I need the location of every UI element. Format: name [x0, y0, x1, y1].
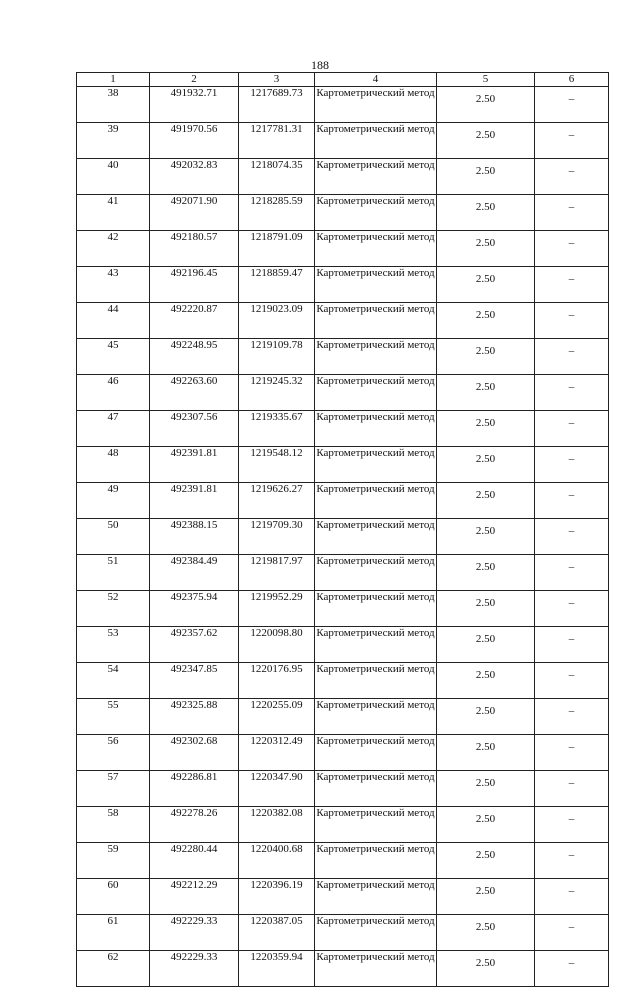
- note-cell: –: [535, 267, 609, 303]
- accuracy-cell: 2.50: [437, 447, 535, 483]
- point-number-cell: 62: [77, 951, 150, 987]
- x-coordinate-cell: 492302.68: [150, 735, 239, 771]
- table-row: [77, 375, 609, 411]
- x-coordinate-cell: 492307.56: [150, 411, 239, 447]
- x-coordinate-cell: 492286.81: [150, 771, 239, 807]
- method-cell: Картометрический метод: [315, 303, 437, 339]
- point-number-cell: 57: [77, 771, 150, 807]
- note-cell: –: [535, 807, 609, 843]
- y-coordinate-cell: 1219245.32: [239, 375, 315, 411]
- table-header: [77, 73, 609, 87]
- note-cell: –: [535, 627, 609, 663]
- header-cell-3: 3: [239, 73, 315, 87]
- table-row: [77, 411, 609, 447]
- point-number-cell: 61: [77, 915, 150, 951]
- table-row: [77, 447, 609, 483]
- accuracy-cell: 2.50: [437, 663, 535, 699]
- x-coordinate-cell: 492375.94: [150, 591, 239, 627]
- y-coordinate-cell: 1218859.47: [239, 267, 315, 303]
- y-coordinate-cell: 1219109.78: [239, 339, 315, 375]
- point-number-cell: 59: [77, 843, 150, 879]
- y-coordinate-cell: 1220312.49: [239, 735, 315, 771]
- accuracy-cell: 2.50: [437, 303, 535, 339]
- point-number-cell: 42: [77, 231, 150, 267]
- point-number-cell: 56: [77, 735, 150, 771]
- method-cell: Картометрический метод: [315, 951, 437, 987]
- method-cell: Картометрический метод: [315, 375, 437, 411]
- point-number-cell: 58: [77, 807, 150, 843]
- method-cell: Картометрический метод: [315, 879, 437, 915]
- method-cell: Картометрический метод: [315, 627, 437, 663]
- y-coordinate-cell: 1219817.97: [239, 555, 315, 591]
- method-cell: Картометрический метод: [315, 807, 437, 843]
- table-row: [77, 699, 609, 735]
- table-row: [77, 915, 609, 951]
- method-cell: Картометрический метод: [315, 87, 437, 123]
- point-number-cell: 45: [77, 339, 150, 375]
- point-number-cell: 54: [77, 663, 150, 699]
- x-coordinate-cell: 492196.45: [150, 267, 239, 303]
- method-cell: Картометрический метод: [315, 843, 437, 879]
- accuracy-cell: 2.50: [437, 339, 535, 375]
- table-row: [77, 843, 609, 879]
- y-coordinate-cell: 1219709.30: [239, 519, 315, 555]
- x-coordinate-cell: 492391.81: [150, 483, 239, 519]
- accuracy-cell: 2.50: [437, 627, 535, 663]
- y-coordinate-cell: 1219023.09: [239, 303, 315, 339]
- note-cell: –: [535, 195, 609, 231]
- point-number-cell: 46: [77, 375, 150, 411]
- y-coordinate-cell: 1218074.35: [239, 159, 315, 195]
- accuracy-cell: 2.50: [437, 879, 535, 915]
- x-coordinate-cell: 492384.49: [150, 555, 239, 591]
- coordinates-table: [76, 72, 609, 987]
- method-cell: Картометрический метод: [315, 231, 437, 267]
- method-cell: Картометрический метод: [315, 159, 437, 195]
- table-row: [77, 303, 609, 339]
- method-cell: Картометрический метод: [315, 555, 437, 591]
- x-coordinate-cell: 492388.15: [150, 519, 239, 555]
- method-cell: Картометрический метод: [315, 483, 437, 519]
- point-number-cell: 43: [77, 267, 150, 303]
- table-row: [77, 195, 609, 231]
- method-cell: Картометрический метод: [315, 447, 437, 483]
- note-cell: –: [535, 771, 609, 807]
- y-coordinate-cell: 1219952.29: [239, 591, 315, 627]
- x-coordinate-cell: 491970.56: [150, 123, 239, 159]
- accuracy-cell: 2.50: [437, 483, 535, 519]
- y-coordinate-cell: 1220176.95: [239, 663, 315, 699]
- accuracy-cell: 2.50: [437, 159, 535, 195]
- note-cell: –: [535, 231, 609, 267]
- table-row: [77, 951, 609, 987]
- table-row: [77, 627, 609, 663]
- table-row: [77, 735, 609, 771]
- note-cell: –: [535, 447, 609, 483]
- note-cell: –: [535, 735, 609, 771]
- method-cell: Картометрический метод: [315, 123, 437, 159]
- note-cell: –: [535, 699, 609, 735]
- note-cell: –: [535, 339, 609, 375]
- x-coordinate-cell: 492278.26: [150, 807, 239, 843]
- method-cell: Картометрический метод: [315, 267, 437, 303]
- method-cell: Картометрический метод: [315, 411, 437, 447]
- x-coordinate-cell: 492229.33: [150, 951, 239, 987]
- page-number: 188: [311, 58, 329, 72]
- note-cell: –: [535, 951, 609, 987]
- header-cell-2: 2: [150, 73, 239, 87]
- method-cell: Картометрический метод: [315, 339, 437, 375]
- y-coordinate-cell: 1219335.67: [239, 411, 315, 447]
- x-coordinate-cell: 492180.57: [150, 231, 239, 267]
- table-row: [77, 555, 609, 591]
- accuracy-cell: 2.50: [437, 843, 535, 879]
- note-cell: –: [535, 123, 609, 159]
- method-cell: Картометрический метод: [315, 915, 437, 951]
- y-coordinate-cell: 1219548.12: [239, 447, 315, 483]
- accuracy-cell: 2.50: [437, 231, 535, 267]
- x-coordinate-cell: 492280.44: [150, 843, 239, 879]
- table-row: [77, 87, 609, 123]
- note-cell: –: [535, 663, 609, 699]
- method-cell: Картометрический метод: [315, 663, 437, 699]
- note-cell: –: [535, 483, 609, 519]
- note-cell: –: [535, 87, 609, 123]
- accuracy-cell: 2.50: [437, 915, 535, 951]
- y-coordinate-cell: 1220396.19: [239, 879, 315, 915]
- table-row: [77, 159, 609, 195]
- table-body: [77, 87, 609, 987]
- accuracy-cell: 2.50: [437, 555, 535, 591]
- accuracy-cell: 2.50: [437, 123, 535, 159]
- accuracy-cell: 2.50: [437, 195, 535, 231]
- table-row: [77, 519, 609, 555]
- table-row: [77, 483, 609, 519]
- y-coordinate-cell: 1220359.94: [239, 951, 315, 987]
- point-number-cell: 48: [77, 447, 150, 483]
- table-row: [77, 231, 609, 267]
- header-cell-1: 1: [77, 73, 150, 87]
- note-cell: –: [535, 843, 609, 879]
- table-row: [77, 339, 609, 375]
- y-coordinate-cell: 1220098.80: [239, 627, 315, 663]
- table-row: [77, 879, 609, 915]
- accuracy-cell: 2.50: [437, 411, 535, 447]
- note-cell: –: [535, 411, 609, 447]
- x-coordinate-cell: 492032.83: [150, 159, 239, 195]
- method-cell: Картометрический метод: [315, 699, 437, 735]
- note-cell: –: [535, 159, 609, 195]
- y-coordinate-cell: 1220400.68: [239, 843, 315, 879]
- note-cell: –: [535, 915, 609, 951]
- method-cell: Картометрический метод: [315, 771, 437, 807]
- x-coordinate-cell: 492220.87: [150, 303, 239, 339]
- point-number-cell: 38: [77, 87, 150, 123]
- note-cell: –: [535, 303, 609, 339]
- method-cell: Картометрический метод: [315, 519, 437, 555]
- header-cell-5: 5: [437, 73, 535, 87]
- accuracy-cell: 2.50: [437, 519, 535, 555]
- table-row: [77, 591, 609, 627]
- point-number-cell: 39: [77, 123, 150, 159]
- method-cell: Картометрический метод: [315, 195, 437, 231]
- y-coordinate-cell: 1220255.09: [239, 699, 315, 735]
- point-number-cell: 60: [77, 879, 150, 915]
- y-coordinate-cell: 1217689.73: [239, 87, 315, 123]
- point-number-cell: 44: [77, 303, 150, 339]
- accuracy-cell: 2.50: [437, 87, 535, 123]
- note-cell: –: [535, 375, 609, 411]
- y-coordinate-cell: 1220382.08: [239, 807, 315, 843]
- x-coordinate-cell: 492357.62: [150, 627, 239, 663]
- accuracy-cell: 2.50: [437, 735, 535, 771]
- x-coordinate-cell: 492229.33: [150, 915, 239, 951]
- point-number-cell: 51: [77, 555, 150, 591]
- point-number-cell: 52: [77, 591, 150, 627]
- point-number-cell: 55: [77, 699, 150, 735]
- note-cell: –: [535, 879, 609, 915]
- note-cell: –: [535, 519, 609, 555]
- x-coordinate-cell: 492071.90: [150, 195, 239, 231]
- y-coordinate-cell: 1220387.05: [239, 915, 315, 951]
- point-number-cell: 50: [77, 519, 150, 555]
- x-coordinate-cell: 492391.81: [150, 447, 239, 483]
- x-coordinate-cell: 492325.88: [150, 699, 239, 735]
- header-cell-4: 4: [315, 73, 437, 87]
- accuracy-cell: 2.50: [437, 807, 535, 843]
- accuracy-cell: 2.50: [437, 375, 535, 411]
- x-coordinate-cell: 492263.60: [150, 375, 239, 411]
- x-coordinate-cell: 492212.29: [150, 879, 239, 915]
- table-row: [77, 771, 609, 807]
- accuracy-cell: 2.50: [437, 591, 535, 627]
- accuracy-cell: 2.50: [437, 951, 535, 987]
- y-coordinate-cell: 1220347.90: [239, 771, 315, 807]
- method-cell: Картометрический метод: [315, 735, 437, 771]
- table-row: [77, 267, 609, 303]
- table-row: [77, 663, 609, 699]
- x-coordinate-cell: 492248.95: [150, 339, 239, 375]
- table-row: [77, 807, 609, 843]
- y-coordinate-cell: 1219626.27: [239, 483, 315, 519]
- header-cell-6: 6: [535, 73, 609, 87]
- point-number-cell: 49: [77, 483, 150, 519]
- y-coordinate-cell: 1218285.59: [239, 195, 315, 231]
- x-coordinate-cell: 492347.85: [150, 663, 239, 699]
- y-coordinate-cell: 1218791.09: [239, 231, 315, 267]
- x-coordinate-cell: 491932.71: [150, 87, 239, 123]
- accuracy-cell: 2.50: [437, 699, 535, 735]
- table-row: [77, 123, 609, 159]
- point-number-cell: 53: [77, 627, 150, 663]
- method-cell: Картометрический метод: [315, 591, 437, 627]
- point-number-cell: 40: [77, 159, 150, 195]
- note-cell: –: [535, 591, 609, 627]
- header-row: [77, 73, 609, 87]
- y-coordinate-cell: 1217781.31: [239, 123, 315, 159]
- accuracy-cell: 2.50: [437, 267, 535, 303]
- point-number-cell: 47: [77, 411, 150, 447]
- point-number-cell: 41: [77, 195, 150, 231]
- accuracy-cell: 2.50: [437, 771, 535, 807]
- note-cell: –: [535, 555, 609, 591]
